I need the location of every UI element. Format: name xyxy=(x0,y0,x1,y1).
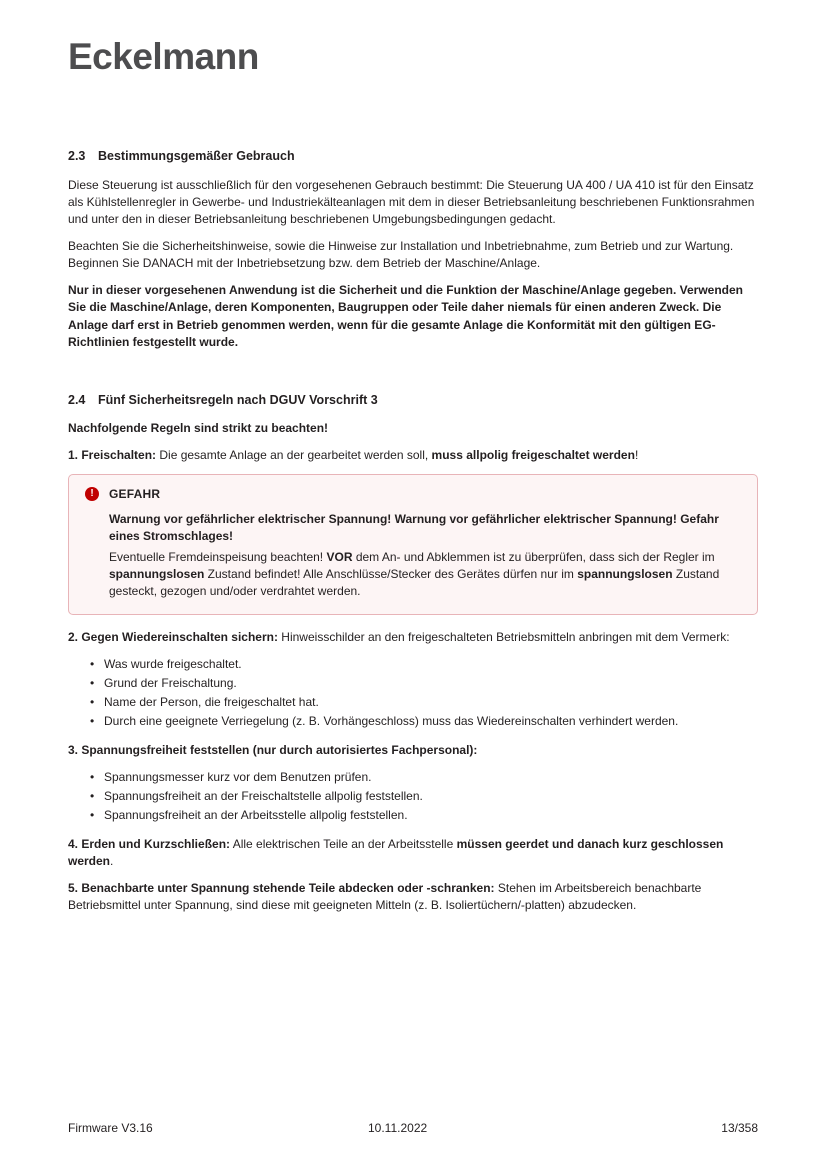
rule-2-bullet-list xyxy=(68,656,758,730)
page-footer xyxy=(68,1121,758,1135)
safety-rules-intro: Nachfolgende Regeln sind strikt zu beachten! xyxy=(68,421,329,436)
list-item: • Spannungsfreiheit an der Freischaltstelle allpolig feststellen. xyxy=(90,788,758,805)
list-item: • Name der Person, die freigeschaltet hat. xyxy=(90,694,758,711)
rule-4-bold-mid: müssen geerdet und danach kurz geschlossen werden xyxy=(68,837,724,869)
list-item: • Spannungsmesser kurz vor dem Benutzen prüfen. xyxy=(90,769,758,786)
section-number: 2.3 xyxy=(68,149,86,163)
safety-rule-1 xyxy=(68,447,758,464)
rule-3-bullet-list xyxy=(68,769,758,824)
danger-part-4: Zustand gesteckt, gezogen und/oder verdrahtet werden. xyxy=(109,566,720,598)
section-spacer xyxy=(68,362,758,392)
section-title: Bestimmungsgemäßer Gebrauch xyxy=(98,149,295,163)
rule-2-text: Hinweisschilder an den freigeschalteten Betriebsmitteln anbringen mit dem Vermerk: xyxy=(277,629,730,644)
paragraph-intended-use-2: Beachten Sie die Sicherheitshinweise, sowie die Hinweise zur Installation und Inbetriebnahme, zum Betrieb und zur Wartung. Beginnen Sie DANACH mit der Inbetriebsetzung bzw. dem Betrieb der Maschine/Anlage. xyxy=(68,238,734,270)
danger-part-1: Eventuelle Fremdeinspeisung beachten! xyxy=(109,549,327,564)
danger-body xyxy=(85,511,741,600)
rule-2-lead: 2. Gegen Wiedereinschalten sichern: xyxy=(68,629,278,644)
danger-part-2: dem An- und Abklemmen ist zu überprüfen, dass sich der Regler im xyxy=(352,549,715,564)
danger-title: GEFAHR xyxy=(109,487,161,502)
rule-5-lead: 5. Benachbarte unter Spannung stehende Teile abdecken oder -schranken: xyxy=(68,881,495,896)
safety-rule-5 xyxy=(68,880,758,914)
list-item: • Grund der Freischaltung. xyxy=(90,675,758,692)
footer-page-number: 13/358 xyxy=(721,1121,758,1135)
danger-strong-text: Warnung vor gefährlicher elektrischer Spannung! Warnung vor gefährlicher elektrischer Spannung! Gefahr eines Stromschlages! xyxy=(109,512,719,544)
safety-rule-4 xyxy=(68,836,758,870)
list-item: • Was wurde freigeschaltet. xyxy=(90,656,758,673)
danger-bold-2: spannungslosen xyxy=(109,566,205,581)
paragraph-intended-use-1: Diese Steuerung ist ausschließlich für den vorgesehenen Gebrauch bestimmt: Die Steuerung UA 400 / UA 410 ist für den Einsatz als Kühlstellenregler in Gewerbe- und Industriekälteanlagen mit dem in dieser Betriebsanleitung beschriebenen Funktionsrahmen und unter den in dieser Betriebsanleitung beschriebenen Umgebungsbedingungen gedacht. xyxy=(68,177,755,226)
rule-1-bold-mid: muss allpolig freigeschaltet werden xyxy=(431,448,635,463)
document-content xyxy=(68,148,758,924)
rule-1-text-before: Die gesamte Anlage an der gearbeitet werden soll, xyxy=(156,448,432,463)
danger-part-3: Zustand befindet! Alle Anschlüsse/Stecker des Gerätes dürfen nur im xyxy=(204,566,578,581)
company-logo: Eckelmann xyxy=(68,36,259,77)
danger-bold-1: VOR xyxy=(326,549,353,564)
danger-header xyxy=(85,487,741,501)
list-item: • Spannungsfreiheit an der Arbeitsstelle allpolig feststellen. xyxy=(90,807,758,824)
paragraph-intended-use-3: Nur in dieser vorgesehenen Anwendung ist die Sicherheit und die Funktion der Maschine/Anlage gegeben. Verwenden Sie die Maschine/Anlage, deren Komponenten, Baugruppen oder Teile daher niemals für einen anderen Zweck. Die Anlage darf erst in Betrieb genommen werden, wenn für die gesamte Anlage die Konformität mit den gültigen EG-Richtlinien festgestellt wurde. xyxy=(68,283,744,350)
section-title: Fünf Sicherheitsregeln nach DGUV Vorschrift 3 xyxy=(98,392,378,407)
section-heading-2-4 xyxy=(68,392,758,409)
danger-bold-3: spannungslosen xyxy=(577,566,673,581)
rule-4-text-after: . xyxy=(110,854,114,869)
rule-1-text-after: ! xyxy=(634,448,639,463)
rule-1-lead: 1. Freischalten: xyxy=(68,448,157,463)
warning-icon: ! xyxy=(85,487,99,501)
rule-4-lead: 4. Erden und Kurzschließen: xyxy=(68,837,231,852)
list-item: • Durch eine geeignete Verriegelung (z. B. Vorhängeschloss) muss das Wiedereinschalten verhindert werden. xyxy=(90,713,758,730)
section-heading-2-3 xyxy=(68,148,758,165)
footer-firmware: Firmware V3.16 xyxy=(68,1121,153,1135)
rule-5-text: Stehen im Arbeitsbereich benachbarte Betriebsmittel unter Spannung, sind diese mit geeigneten Mitteln (z. B. Isoliertüchern/-platten) abzudecken. xyxy=(68,881,702,913)
safety-rule-2 xyxy=(68,629,758,646)
rule-4-text-before: Alle elektrischen Teile an der Arbeitsstelle xyxy=(230,837,457,852)
safety-rule-3: 3. Spannungsfreiheit feststellen (nur durch autorisiertes Fachpersonal): xyxy=(68,743,478,758)
danger-callout-box xyxy=(68,474,758,615)
danger-detail-text xyxy=(109,549,741,600)
footer-date: 10.11.2022 xyxy=(368,1121,428,1135)
section-number: 2.4 xyxy=(68,392,86,407)
